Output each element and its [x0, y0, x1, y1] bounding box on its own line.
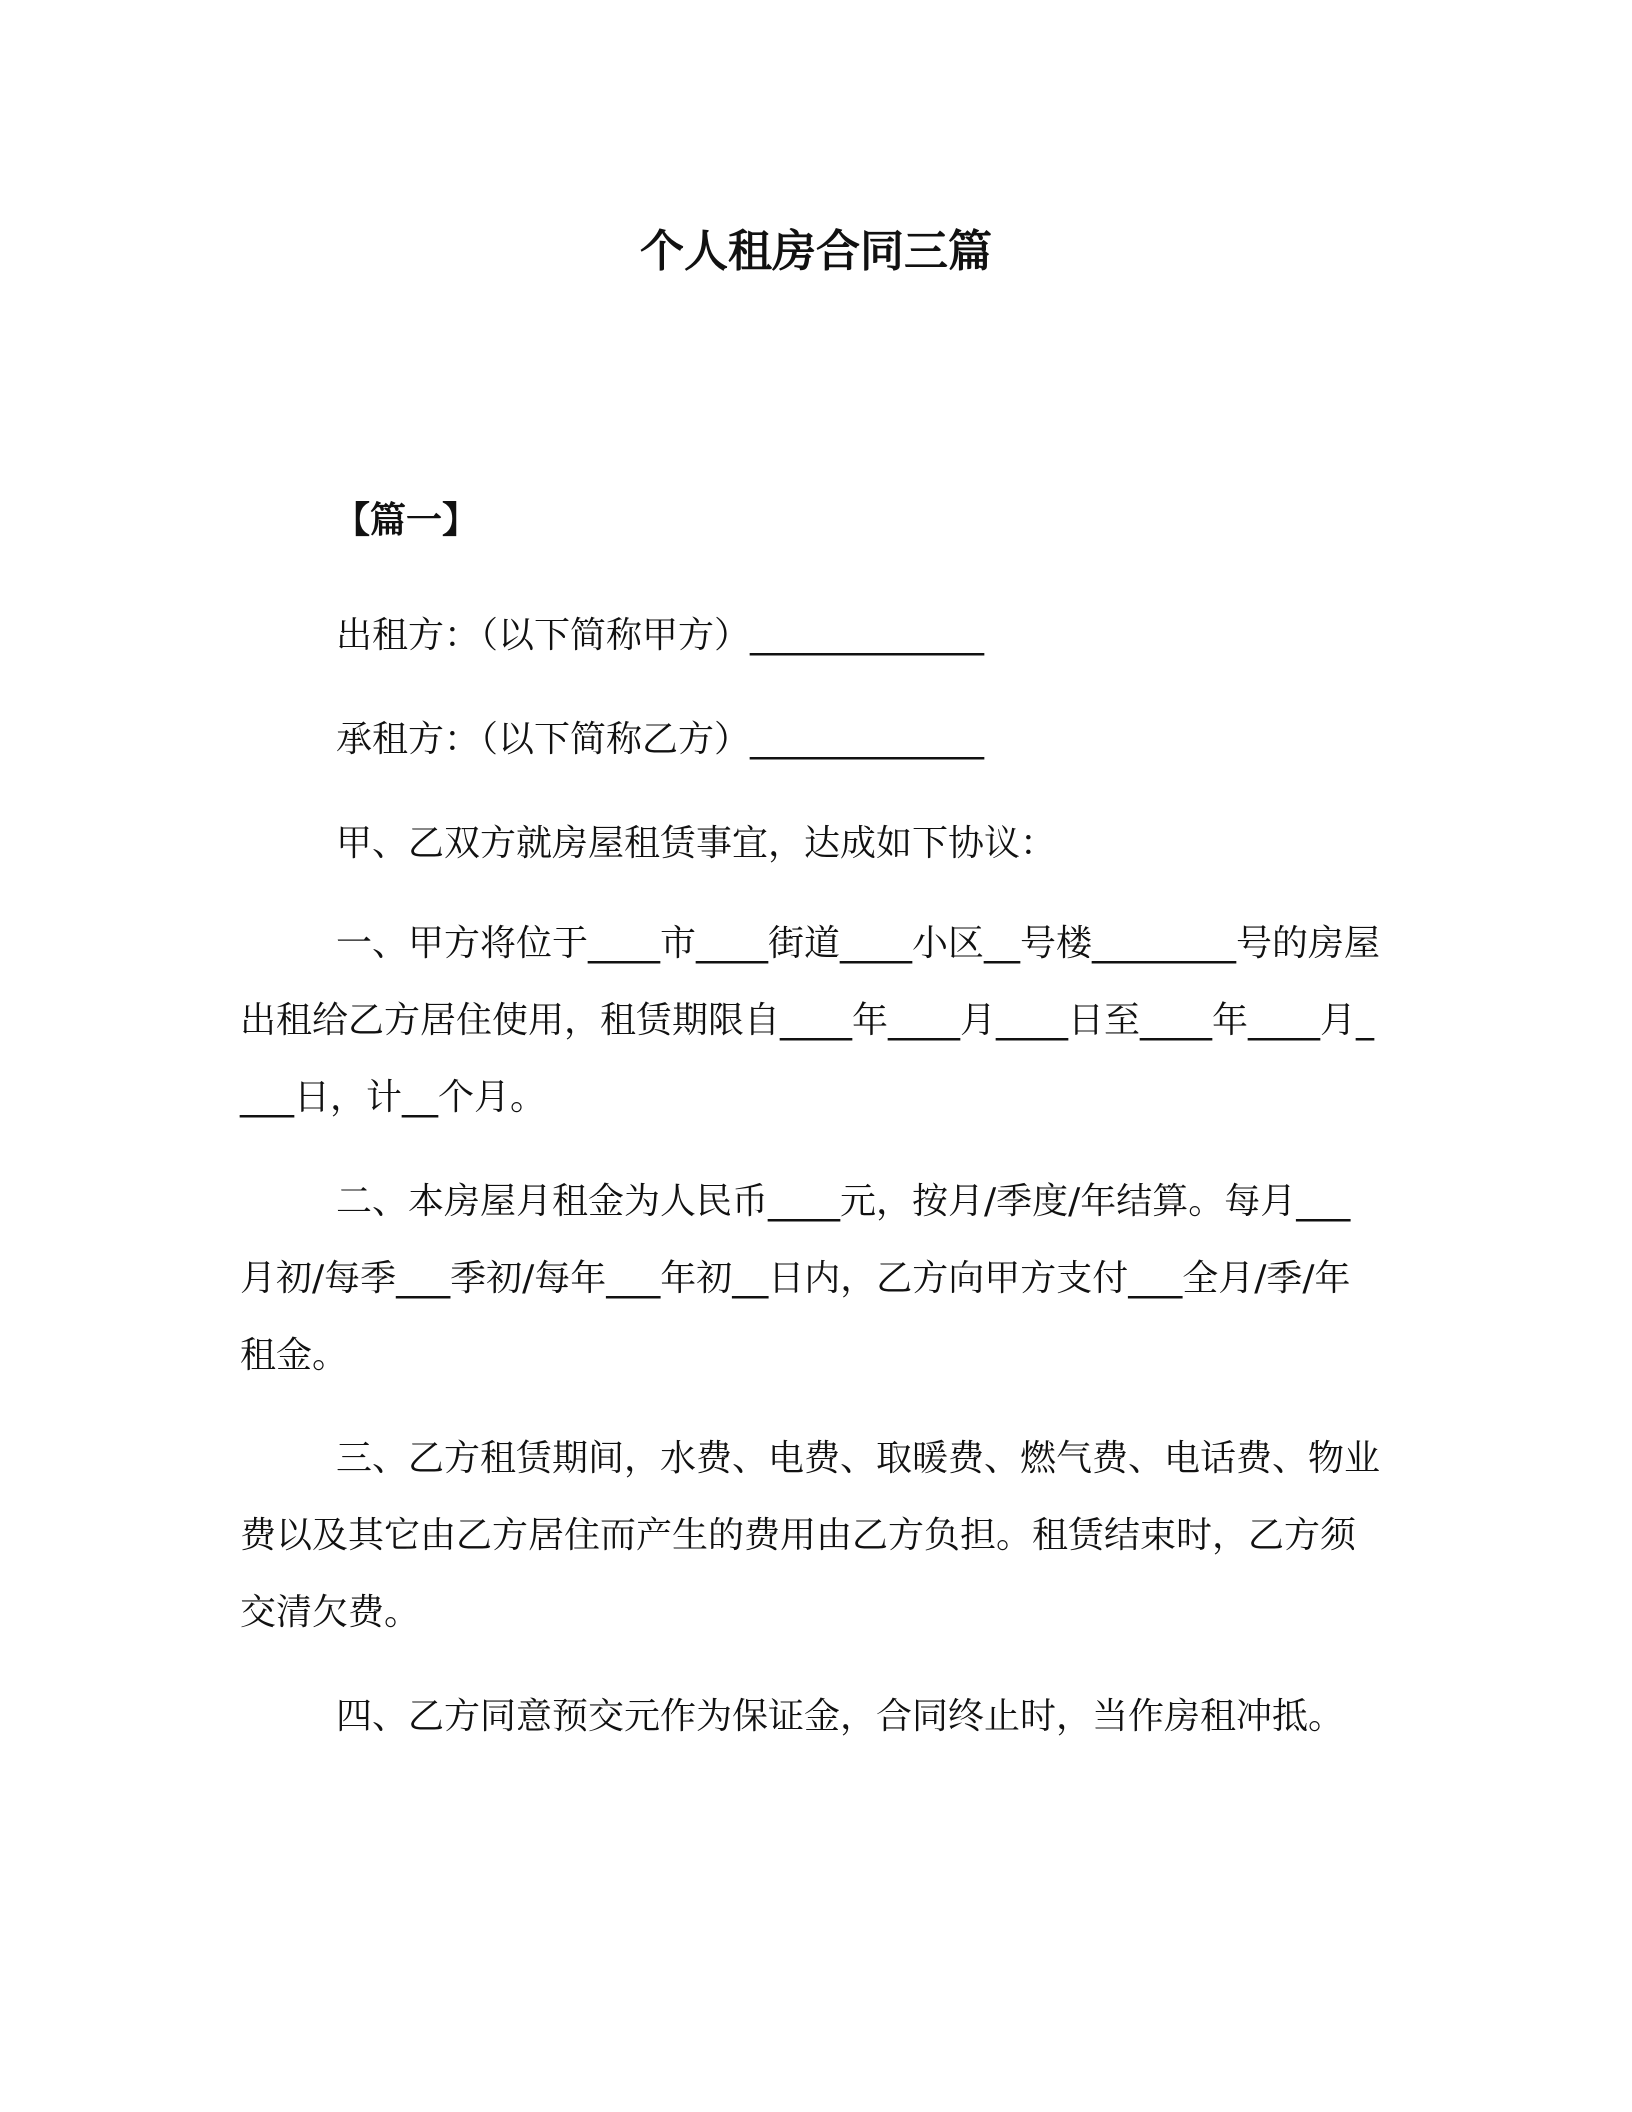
- clause-2-rent-payment: 二、本房屋月租金为人民币____元，按月/季度/年结算。每月___月初/每季___季初/每年___年初__日内，乙方向甲方支付___全月/季/年租金。: [240, 1181, 1351, 1376]
- lessor-line: 出租方：（以下简称甲方）_____________: [336, 615, 985, 656]
- clause-3-utility-fees: 三、乙方租赁期间，水费、电费、取暖费、燃气费、电话费、物业费以及其它由乙方居住而产生的费用由乙方负担。租赁结束时，乙方须交清欠费。: [240, 1438, 1381, 1633]
- section-heading: 【篇一】: [334, 500, 479, 541]
- agreement-intro: 甲、乙双方就房屋租赁事宜，达成如下协议：: [336, 823, 1057, 864]
- document-title: 个人租房合同三篇: [640, 226, 992, 277]
- clause-1-premises-and-term: 一、甲方将位于____市____街道____小区__号楼________号的房屋出租给乙方居住使用，租赁期限自____年____月____日至____年____月____日，计__个月。: [240, 923, 1381, 1118]
- clause-4-deposit: 四、乙方同意预交元作为保证金，合同终止时，当作房租冲抵。: [336, 1696, 1345, 1737]
- lessee-line: 承租方：（以下简称乙方）_____________: [336, 719, 985, 760]
